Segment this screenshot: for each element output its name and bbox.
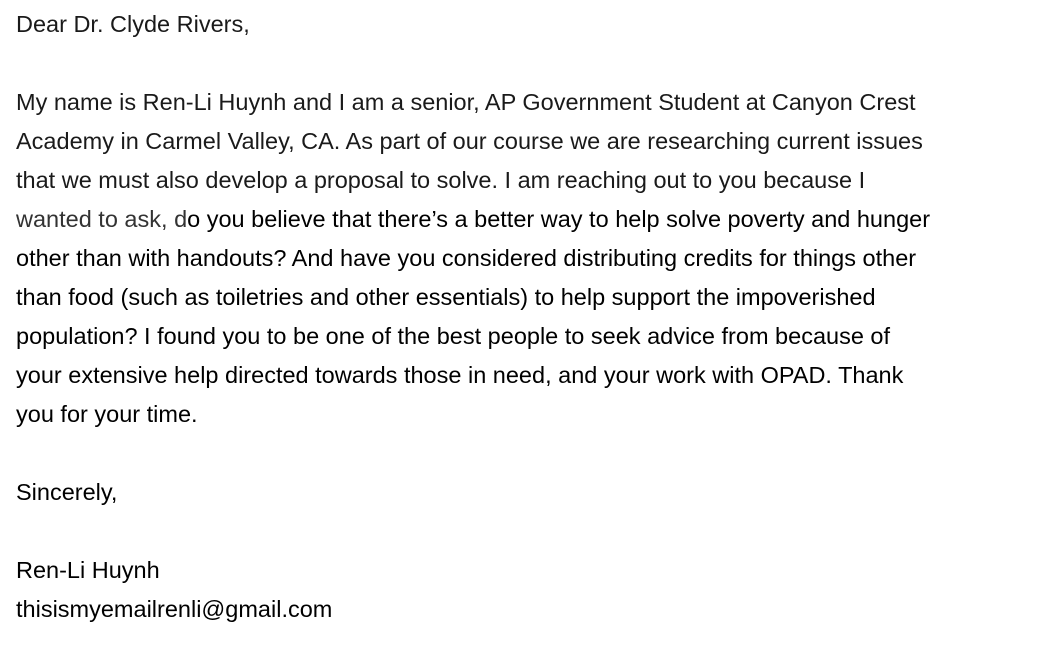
body-line: other than with handouts? And have you considered distributing credits for things other [16, 245, 917, 271]
signature-name: Ren-Li Huynh [16, 557, 160, 583]
body-line-start: wanted to ask, d [16, 206, 188, 232]
body-line: your extensive help directed towards those in need, and your work with OPAD. Thank [16, 362, 904, 388]
signature-email: thisismyemailrenli@gmail.com [16, 596, 333, 622]
body-line-end: o you believe that there’s a better way to help solve poverty and hunger [187, 206, 931, 232]
blank-line [16, 44, 1038, 83]
salutation: Dear Dr. Clyde Rivers, [16, 11, 250, 37]
body-line: population? I found you to be one of the best people to seek advice from because of [16, 323, 891, 349]
body-line: Academy in Carmel Valley, CA. As part of our course we are researching current issues [16, 128, 923, 154]
blank-line [16, 512, 1038, 551]
closing: Sincerely, [16, 479, 118, 505]
body-line [16, 200, 1038, 239]
blank-line [16, 434, 1038, 473]
body-line: that we must also develop a proposal to solve. I am reaching out to you because I [16, 167, 866, 193]
body-line: you for your time. [16, 401, 198, 427]
body-line: My name is Ren-Li Huynh and I am a senior, AP Government Student at Canyon Crest [16, 89, 916, 115]
letter-body [16, 83, 1038, 434]
body-line: than food (such as toiletries and other essentials) to help support the impoverished [16, 284, 876, 310]
